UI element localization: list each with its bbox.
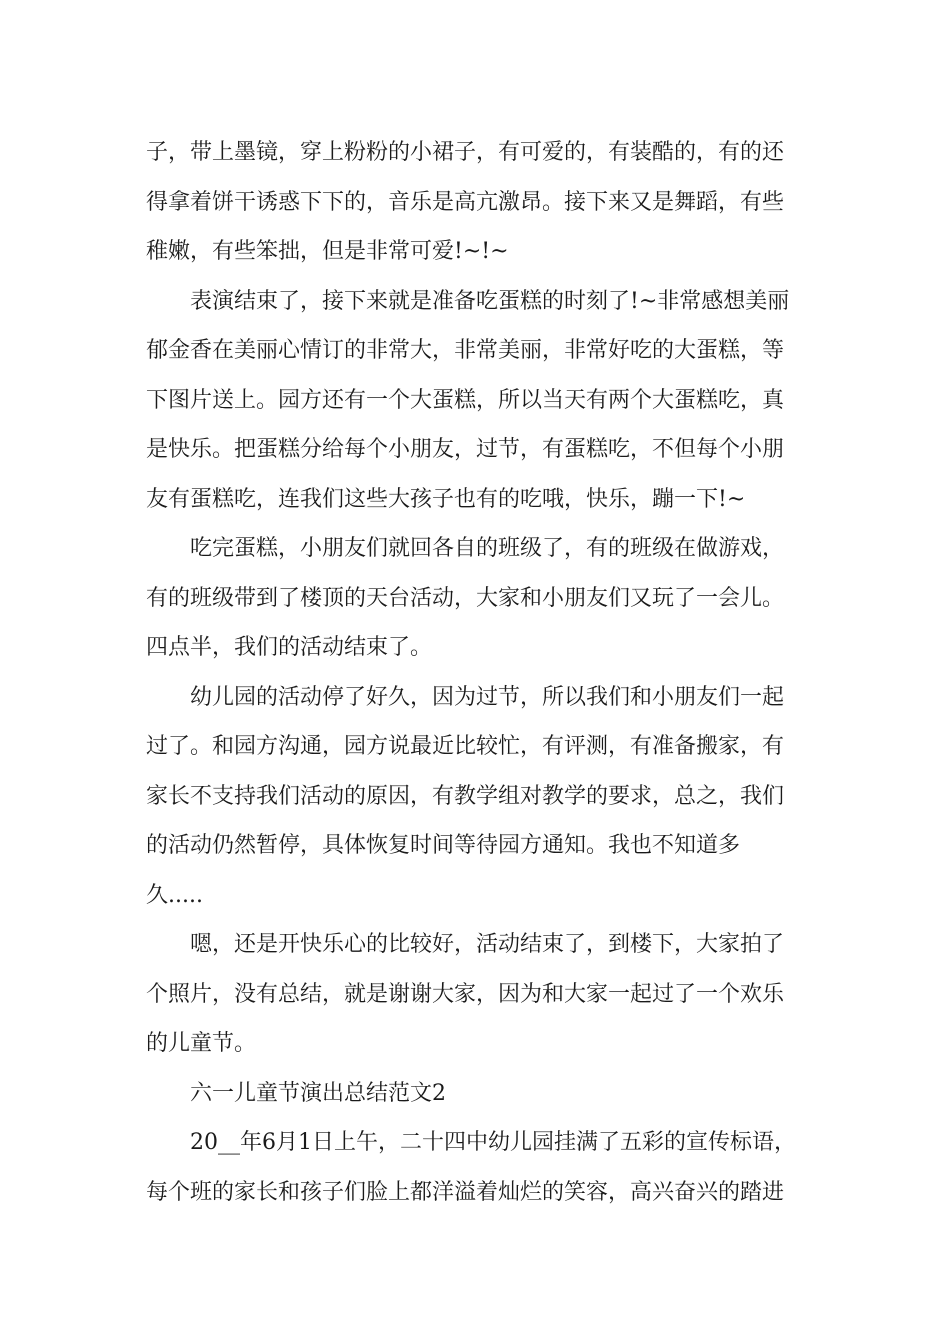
text-line: 有的班级带到了楼顶的天台活动，大家和小朋友们又玩了一会儿。 <box>146 585 785 611</box>
text-line: 家长不支持我们活动的原因，有教学组对教学的要求，总之，我们 <box>146 783 785 809</box>
text-line: 嗯，还是开快乐心的比较好，活动结束了，到楼下，大家拍了 <box>190 932 785 957</box>
text-line: 20__年6月1日上午，二十四中幼儿园挂满了五彩的宣传标语， <box>190 1130 796 1155</box>
paragraph <box>146 1118 836 1217</box>
text-line: 友有蛋糕吃，连我们这些大孩子也有的吃哦，快乐，蹦一下!~ <box>146 486 746 512</box>
text-line: 郁金香在美丽心情订的非常大，非常美丽，非常好吃的大蛋糕，等 <box>146 338 785 363</box>
text-line: 吃完蛋糕，小朋友们就回各自的班级了，有的班级在做游戏， <box>190 536 785 561</box>
paragraph <box>146 1069 836 1119</box>
text-line: 幼儿园的活动停了好久，因为过节，所以我们和小朋友们一起 <box>190 684 785 710</box>
text-line: 的儿童节。 <box>146 1031 257 1056</box>
text-line: 下图片送上。园方还有一个大蛋糕，所以当天有两个大蛋糕吃，真 <box>146 387 785 413</box>
text-line: 六一儿童节演出总结范文2 <box>190 1080 446 1106</box>
text-line: 稚嫩，有些笨拙，但是非常可爱!~!~ <box>146 239 509 264</box>
text-line: 每个班的家长和孩子们脸上都洋溢着灿烂的笑容，高兴奋兴的踏进 <box>146 1179 785 1205</box>
text-line: 是快乐。把蛋糕分给每个小朋友，过节，有蛋糕吃，不但每个小朋 <box>146 437 785 462</box>
text-line: 的活动仍然暂停，具体恢复时间等待园方通知。我也不知道多 <box>146 833 741 858</box>
text-line: 过了。和园方沟通，园方说最近比较忙，有评测，有准备搬家，有 <box>146 734 785 759</box>
paragraph <box>146 920 836 1069</box>
text-line: 个照片，没有总结，就是谢谢大家，因为和大家一起过了一个欢乐 <box>146 981 785 1007</box>
text-line: 子，带上墨镜，穿上粉粉的小裙子，有可爱的，有装酷的，有的还 <box>146 140 785 165</box>
paragraph <box>146 128 836 277</box>
paragraph <box>146 524 836 673</box>
paragraph <box>146 277 836 525</box>
text-line: 四点半，我们的活动结束了。 <box>146 635 433 660</box>
text-line: 得拿着饼干诱惑下下的，音乐是高亢激昂。接下来又是舞蹈，有些 <box>146 189 785 215</box>
text-line: 表演结束了，接下来就是准备吃蛋糕的时刻了!~非常感想美丽 <box>190 288 790 314</box>
text-line: 久..... <box>146 882 203 908</box>
document-body <box>146 128 836 1217</box>
paragraph <box>146 673 836 921</box>
